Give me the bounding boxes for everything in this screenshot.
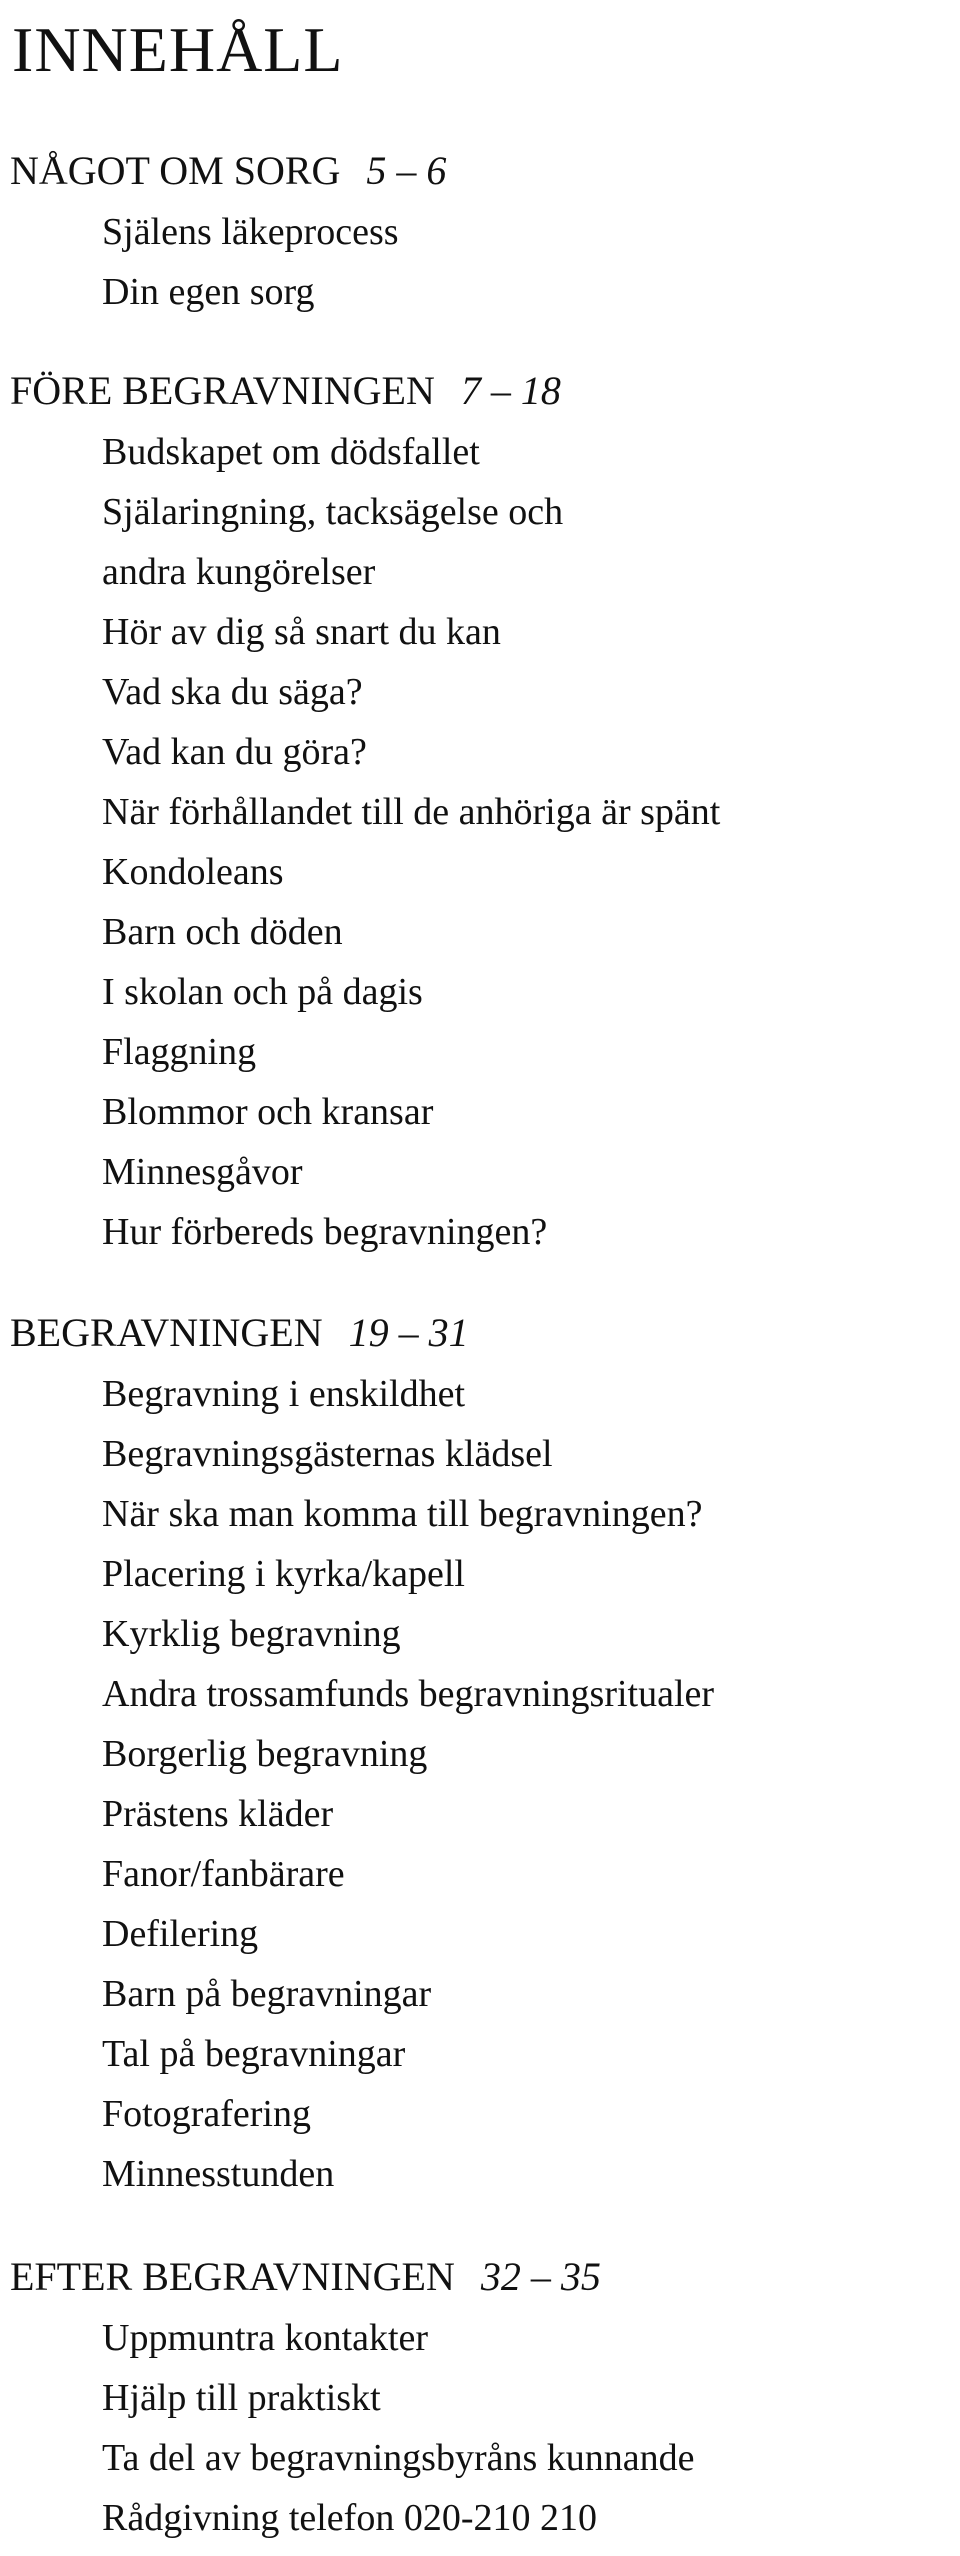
toc-item: Blommor och kransar [102, 1091, 434, 1133]
toc-item: Prästens kläder [102, 1793, 334, 1835]
section-items [10, 202, 950, 322]
section-items [10, 422, 950, 1262]
section-efter-begravningen [10, 2246, 950, 2548]
section-nagot-om-sorg [10, 140, 950, 322]
section-title: EFTER BEGRAVNINGEN [10, 2254, 455, 2299]
toc-item: Själaringning, tacksägelse och [102, 491, 564, 533]
section-heading [10, 1302, 950, 1364]
toc-item: Begravning i enskildhet [102, 1373, 466, 1415]
toc-item: Minnesgåvor [102, 1151, 303, 1193]
section-title: BEGRAVNINGEN [10, 1310, 323, 1355]
toc-item: Kondoleans [102, 851, 284, 893]
section-heading [10, 140, 950, 202]
toc-item: Vad ska du säga? [102, 671, 363, 713]
toc-item: Borgerlig begravning [102, 1733, 428, 1775]
section-title: FÖRE BEGRAVNINGEN [10, 368, 435, 413]
toc-item: Uppmuntra kontakter [102, 2317, 429, 2359]
toc-item: Fanor/fanbärare [102, 1853, 345, 1895]
toc-item: Barn på begravningar [102, 1973, 432, 2015]
section-heading [10, 2246, 950, 2308]
toc-item: Hör av dig så snart du kan [102, 611, 501, 653]
section-items [10, 2308, 950, 2548]
toc-item: När förhållandet till de anhöriga är spänt [102, 791, 721, 833]
toc-item: Andra trossamfunds begravningsritualer [102, 1673, 715, 1715]
section-begravningen [10, 1302, 950, 2204]
toc-item: Hur förbereds begravningen? [102, 1211, 548, 1253]
toc-item: När ska man komma till begravningen? [102, 1493, 703, 1535]
toc-item: Defilering [102, 1913, 259, 1955]
toc-item: Rådgivning telefon 020-210 210 [102, 2497, 597, 2539]
page-title: INNEHÅLL [12, 14, 344, 85]
toc-item: Vad kan du göra? [102, 731, 367, 773]
toc-item: Placering i kyrka/kapell [102, 1553, 465, 1595]
toc-item: Minnesstunden [102, 2153, 335, 2195]
section-fore-begravningen [10, 360, 950, 1262]
toc-item: Budskapet om dödsfallet [102, 431, 480, 473]
toc-item: Begravningsgästernas klädsel [102, 1433, 553, 1475]
section-pages: 32 – 35 [480, 2254, 601, 2299]
toc-item: andra kungörelser [102, 551, 376, 593]
toc-item: Flaggning [102, 1031, 257, 1073]
toc-item: Kyrklig begravning [102, 1613, 401, 1655]
toc-item: Barn och döden [102, 911, 343, 953]
toc-item: Själens läkeprocess [102, 211, 399, 253]
toc-item: Fotografering [102, 2093, 311, 2135]
toc-item: I skolan och på dagis [102, 971, 423, 1013]
toc-item: Hjälp till praktiskt [102, 2377, 381, 2419]
toc-item: Din egen sorg [102, 271, 315, 313]
section-heading [10, 360, 950, 422]
section-pages: 5 – 6 [366, 148, 447, 193]
toc-item: Ta del av begravningsbyråns kunnande [102, 2437, 695, 2479]
section-title: NÅGOT OM SORG [10, 148, 341, 193]
section-pages: 19 – 31 [348, 1310, 469, 1355]
section-items [10, 1364, 950, 2204]
toc-item: Tal på begravningar [102, 2033, 406, 2075]
section-pages: 7 – 18 [460, 368, 561, 413]
